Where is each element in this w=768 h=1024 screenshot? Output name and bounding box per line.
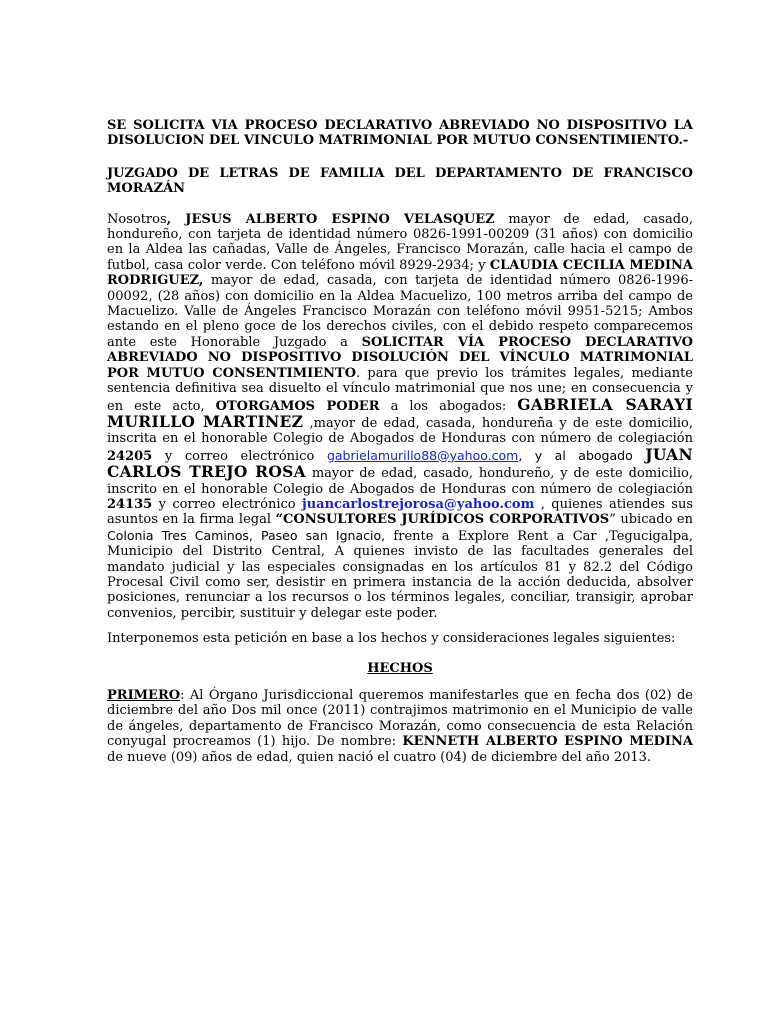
- fact-label: PRIMERO: [107, 688, 181, 703]
- text-run: frente a Explore Rent a Car ,Tegucigalpa, Municipio del Distrito Central, A quienes invisto de las facultades generales del mandato judicial y las especiales consignadas en los artículos 81 y 82.2 del Código Procesal Civil como ser, desistir en primera instancia de la acción deducida, absolver posiciones, renunciar a los recursos o los términos legales, conciliar, transigir, aprobar convenios, percibir, sustituir y delegar este poder.: [107, 528, 693, 621]
- text-run: mayor de edad, casado, hondureño, con tarjeta de identidad número 0826-1991-00209 (31 años) con domicilio en la Aldea las cañadas, Valle de Ángeles, Francisco Morazán, calle hacia el campo de futbol, casa color verde. Con teléfono móvil 8929-2934; y: [107, 211, 693, 273]
- text-run: . para que previo los trámites legales, mediante sentencia definitiva sea disuelto el vínculo matrimonial que nos une; en consecuencia y en este acto,: [107, 365, 693, 414]
- text-run: mayor de edad, casado, hondureño, y de este domicilio, inscrito en el honorable Colegio de Abogados de Honduras con número de colegiación: [107, 466, 693, 497]
- registration-number-2: 24135: [107, 496, 153, 512]
- text-run: y correo electrónico: [152, 496, 303, 512]
- text-run: : Al Órgano Jurisdiccional queremos manifestarles que en fecha dos (02) de diciembre del año Dos mil once (2011) contrajimos matrimonio en el Municipio de valle de ángeles, departamento de Francisco Morazán, como consecuencia de esta Relación conyugal procreamos (1) hijo. De nombre:: [107, 688, 693, 750]
- text-run: y correo electrónico: [152, 448, 327, 464]
- section-heading-hechos: HECHOS: [367, 660, 433, 676]
- paragraph-first-fact: [107, 688, 693, 765]
- grant-power-phrase: OTORGAMOS PODER: [215, 398, 380, 414]
- text-run: .: [174, 304, 185, 320]
- email-link-1[interactable]: gabrielamurillo88@yahoo.com: [326, 447, 519, 463]
- text-run: , quienes atiendes sus asuntos en la firma legal: [107, 496, 693, 528]
- lawyer-name-2: JUAN CARLOS TREJO ROSA: [107, 444, 693, 482]
- firm-name: “CONSULTORES JURÍDICOS CORPORATIVOS: [275, 512, 610, 528]
- email-link-2[interactable]: juancarlostrejorosa@yahoo.com: [302, 496, 535, 512]
- paragraph-petitioners: [107, 212, 693, 622]
- child-name: KENNETH ALBERTO ESPINO MEDINA: [402, 734, 693, 750]
- text-run: Nosotros: [107, 211, 167, 227]
- lawyer-name-1: GABRIELA SARAYI MURILLO MARTINEZ: [107, 394, 693, 431]
- petitioner-name-1: , JESUS ALBERTO ESPINO VELASQUEZ: [166, 211, 495, 227]
- text-run: ,mayor de edad, casada, hondureña y de este domicilio, inscrita en el honorable Colegio de Abogados de Honduras con número de colegiación: [107, 415, 693, 447]
- text-run: mayor de edad, casada, con tarjeta de identidad número 0826-1996-00092, (28 años) con domicilio en la Aldea Macuelizo, 100 metros arriba del campo de Macuelizo: [107, 273, 693, 320]
- text-run: a los abogados:: [379, 398, 518, 414]
- text-run: Valle de Ángeles Francisco Morazán con teléfono móvil 9951-5215; Ambos estando en el pleno goce de los derechos civiles: [107, 304, 694, 335]
- firm-address: Colonia Tres Caminos, Paseo san Ignacio,: [107, 527, 386, 543]
- text-run: ,: [433, 319, 443, 335]
- text-run: de nueve (09) años de edad, quien nació el cuatro (04) de diciembre del año 2013.: [107, 749, 652, 765]
- paragraph-petition-basis: Interponemos esta petición en base a los hechos y consideraciones legales siguientes:: [107, 631, 676, 647]
- text-run: ” ubicado en: [609, 512, 693, 528]
- text-run: , y al abogado: [518, 447, 646, 463]
- petitioner-name-2: CLAUDIA CECILIA MEDINA RODRIGUEZ,: [107, 257, 693, 289]
- document-title: SE SOLICITA VIA PROCESO DECLARATIVO ABREVIADO NO DISPOSITIVO LA DISOLUCION DEL VINCULO MATRIMONIAL POR MUTUO CONSENTIMIENTO.-: [107, 118, 693, 149]
- court-name: JUZGADO DE LETRAS DE FAMILIA DEL DEPARTAMENTO DE FRANCISCO MORAZÁN: [107, 165, 693, 197]
- registration-number-1: 24205: [107, 448, 153, 464]
- request-phrase: SOLICITAR VÍA PROCESO DECLARATIVO ABREVIADO NO DISPOSITIVO DISOLUCIÓN DEL VÍNCULO MATRIMONIAL POR MUTUO CONSENTIMIENTO: [107, 334, 694, 381]
- text-run: con el debido respeto comparecemos ante este Honorable Juzgado a: [107, 319, 693, 350]
